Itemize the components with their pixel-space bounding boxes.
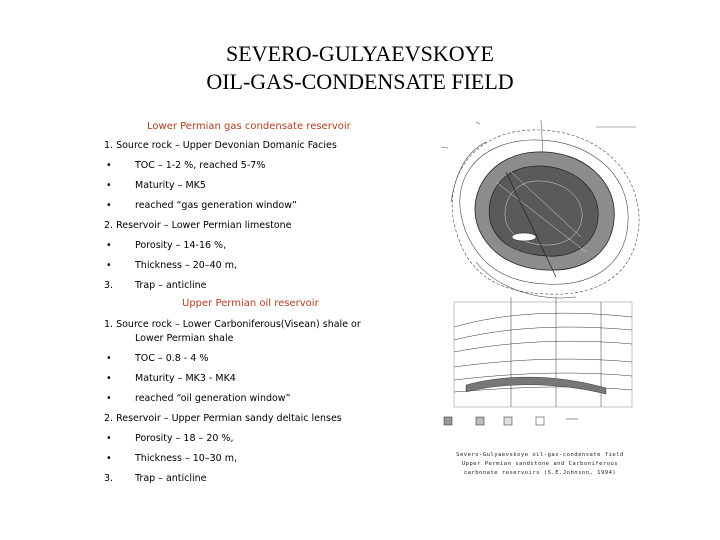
upper-generation-window: reached “oil generation window” [135,393,291,404]
lower-toc: TOC – 1-2 %, reached 5-7% [135,160,266,171]
upper-trap-number: 3. [104,473,114,484]
lower-maturity: Maturity – MK5 [135,180,206,191]
lower-porosity-bullet: • [106,240,112,251]
upper-toc-bullet: • [106,353,112,364]
upper-thickness-bullet: • [106,453,112,464]
lower-maturity-bullet: • [106,180,112,191]
upper-maturity-bullet: • [106,373,112,384]
figure-caption-line-3: carbonate reservoirs (S.E.Johnson, 1994) [463,470,617,476]
figure-caption-line-2: Upper Permian sandstone and Carboniferous [461,461,619,467]
upper-porosity-bullet: • [106,433,112,444]
lower-reservoir-heading: Lower Permian gas condensate reservoir [147,121,351,132]
title-line-1: SEVERO-GULYAEVSKOYE [226,41,494,66]
upper-reservoir-rock: 2. Reservoir – Upper Permian sandy deltaic lenses [104,413,342,424]
upper-trap: Trap – anticline [135,473,207,484]
lower-generation-window: reached “gas generation window” [135,200,297,211]
lower-porosity: Porosity – 14-16 %, [135,240,227,251]
upper-maturity: Maturity – MK3 - MK4 [135,373,236,384]
title-line-2: OIL-GAS-CONDENSATE FIELD [206,69,514,94]
upper-window-bullet: • [106,393,112,404]
lower-toc-bullet: • [106,160,112,171]
lower-reservoir-rock: 2. Reservoir – Lower Permian limestone [104,220,292,231]
upper-source-rock: 1. Source rock – Lower Carboniferous(Visean) shale or [104,319,361,330]
upper-source-rock-cont: Lower Permian shale [135,333,234,344]
lower-thickness-bullet: • [106,260,112,271]
lower-thickness: Thickness – 20–40 m, [135,260,237,271]
lower-source-rock: 1. Source rock – Upper Devonian Domanic Facies [104,140,337,151]
lower-window-bullet: • [106,200,112,211]
figure-caption-line-1: Severo-Gulyaevskoye oil-gas-condensate field [456,452,624,458]
upper-porosity: Porosity – 18 – 20 %, [135,433,234,444]
field-structure-figure [436,112,646,442]
upper-reservoir-heading: Upper Permian oil reservoir [182,298,319,309]
lower-trap: Trap – anticline [135,280,207,291]
upper-thickness: Thickness – 10–30 m, [135,453,237,464]
upper-toc: TOC – 0.8 - 4 % [135,353,209,364]
lower-trap-number: 3. [104,280,114,291]
